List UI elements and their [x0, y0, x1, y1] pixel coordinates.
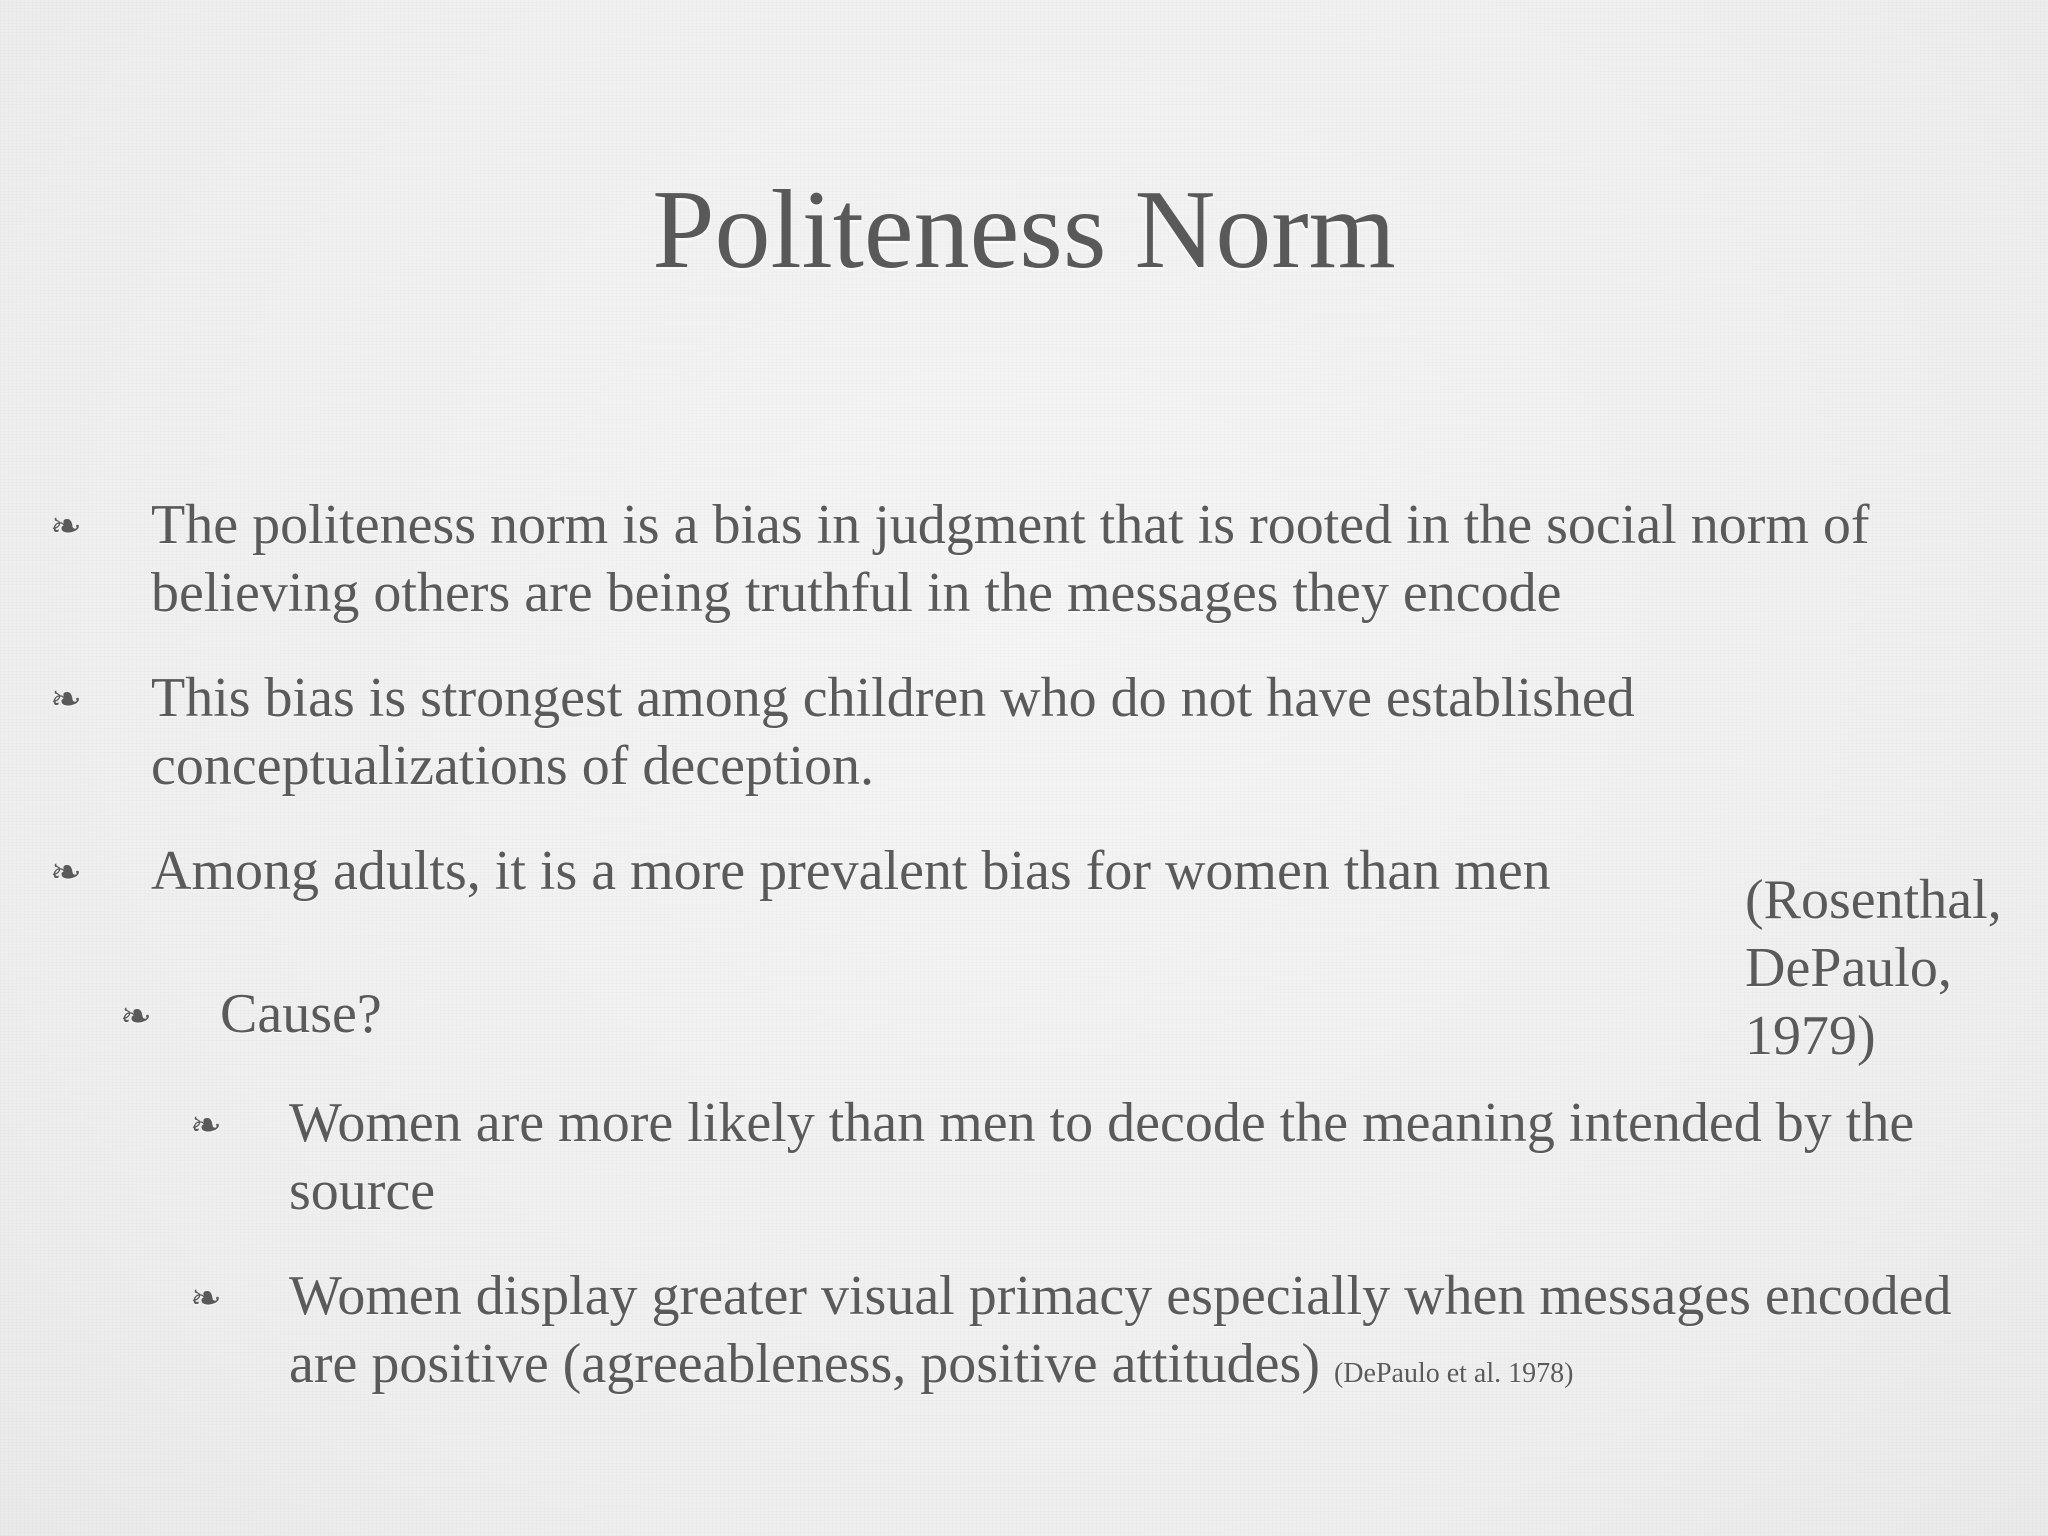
fleuron-bullet-icon: ❧: [50, 679, 82, 721]
citation-text: (Rosenthal, DePaulo, 1979): [1745, 869, 2002, 1067]
bullet-text: The politeness norm is a bias in judgment that is rooted in the social norm of believing others are being truthful in the messages they encode: [151, 494, 1870, 624]
slide-title: Politeness Norm: [652, 168, 1396, 292]
fleuron-bullet-icon: ❧: [190, 1105, 222, 1147]
bullet-text: Women display greater visual primacy especially when messages encoded are positive (agreeableness, positive attitudes): [289, 1265, 1952, 1395]
citation: (DePaulo et al. 1978): [1333, 1358, 1574, 1389]
bullet-text: Cause?: [220, 983, 382, 1045]
fleuron-bullet-icon: ❧: [190, 1278, 222, 1320]
bullet-text: Women are more likely than men to decode the meaning intended by the source: [289, 1092, 1915, 1222]
bullet-text-with-citation: [151, 837, 1921, 905]
bullet-text-with-citation: [289, 1262, 1979, 1408]
bullet-text: This bias is strongest among children who do not have established conceptualizations of deception.: [151, 667, 1635, 797]
bullet-text: Among adults, it is a more prevalent bias for women than men: [151, 840, 1551, 902]
fleuron-bullet-icon: ❧: [50, 852, 82, 894]
citation: [1745, 866, 2002, 1070]
fleuron-bullet-icon: ❧: [50, 506, 82, 548]
fleuron-bullet-icon: ❧: [120, 996, 152, 1038]
